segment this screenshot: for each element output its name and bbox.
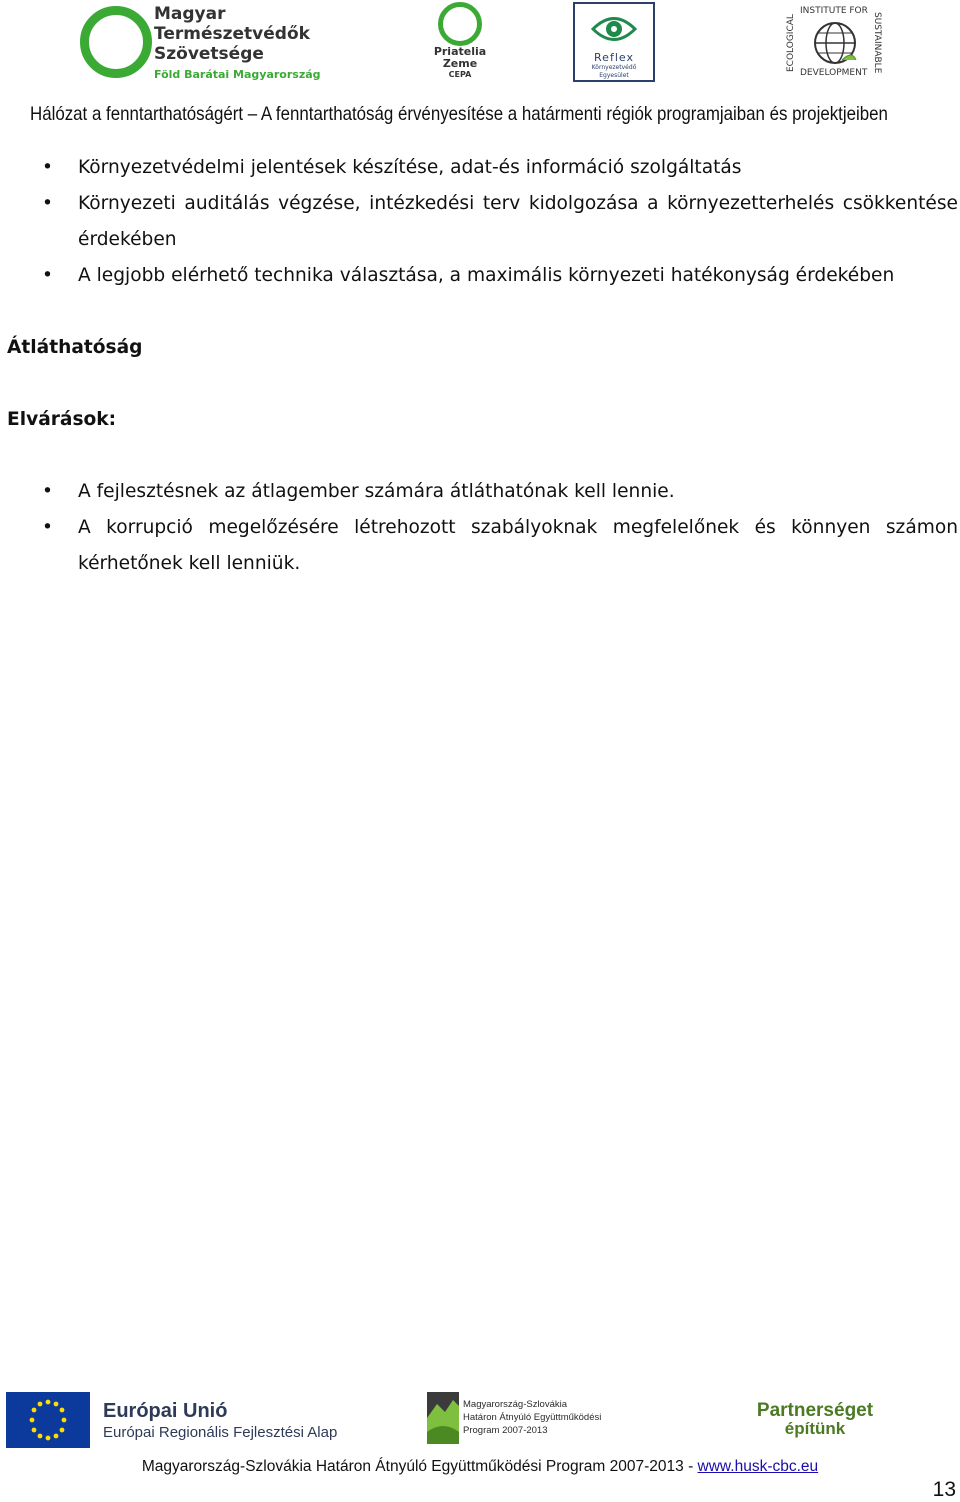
priatelia-zeme-logo	[430, 2, 490, 86]
bullet-icon: •	[42, 265, 53, 286]
reflex-name: Reflex	[594, 51, 634, 64]
mtsz-line1: Magyar	[154, 4, 226, 24]
list-item	[0, 258, 958, 294]
list-item	[0, 150, 958, 186]
list-item-text: A korrupció megelőzésére létrehozott szabályoknak megfelelőnek és könnyen számon kérhetőnek kell lenniük.	[78, 517, 958, 574]
eco-right-text: SUSTAINABLE	[872, 12, 882, 74]
husk-line3: Program 2007-2013	[463, 1425, 548, 1436]
header-logo-bar	[0, 0, 960, 92]
partner-line2: építünk	[784, 1419, 846, 1438]
globe-icon	[812, 20, 858, 66]
page-number: 13	[932, 1478, 956, 1501]
pz-line1: Priatelia	[433, 45, 487, 58]
list-item-text: Környezeti auditálás végzése, intézkedési terv kidolgozása a környezetterhelés csökkentése érdekében	[78, 193, 958, 250]
eco-top-text: INSTITUTE FOR	[800, 6, 868, 16]
list-item	[0, 186, 958, 258]
eu-title: Európai Unió	[103, 1400, 228, 1422]
husk-logo-icon	[427, 1392, 459, 1444]
husk-line1: Magyarország-Szlovákia	[463, 1399, 568, 1410]
reflex-logo	[573, 2, 655, 82]
pz-line2: Zeme	[442, 57, 478, 70]
bullet-icon: •	[42, 517, 53, 538]
document-header: Hálózat a fenntarthatóságért – A fenntarthatóság érvényesítése a határmenti régiók programjaiban és projektjeiben	[30, 104, 888, 125]
bullet-list-2	[0, 474, 960, 582]
partner-line1: Partnerséget	[756, 1400, 874, 1421]
priatelia-ring-icon	[438, 2, 482, 46]
footer-program-line	[0, 1458, 960, 1476]
ecological-institute-logo	[786, 2, 886, 84]
reflex-sub1: Környezetvédő	[591, 64, 637, 71]
footer-program-text: Magyarország-Szlovákia Határon Átnyúló Együttműködési Program 2007-2013 -	[141, 1458, 698, 1475]
eco-left-text: ECOLOGICAL	[786, 14, 796, 72]
husk-website-link[interactable]: www.husk-cbc.eu	[697, 1458, 819, 1475]
main-content	[0, 150, 960, 582]
bullet-icon: •	[42, 157, 53, 178]
list-item-text: A legjobb elérhető technika választása, a maximális környezeti hatékonyság érdekében	[78, 265, 895, 286]
mtsz-logo	[80, 2, 330, 84]
eco-bottom-text: DEVELOPMENT	[800, 68, 868, 78]
list-item	[0, 510, 958, 582]
mtsz-line3: Szövetsége	[154, 44, 264, 64]
bullet-list-1	[0, 150, 960, 294]
pz-line3: CEPA	[448, 70, 472, 79]
mtsz-ring-icon	[80, 6, 152, 78]
section-heading-atlathatosag: Átláthatóság	[7, 337, 143, 358]
bullet-icon: •	[42, 193, 53, 214]
subheading-elvarasok: Elvárások:	[7, 409, 117, 430]
husk-program-text	[463, 1398, 601, 1437]
eye-icon	[591, 12, 637, 46]
partnership-logo	[740, 1402, 890, 1438]
mtsz-line4: Föld Barátai Magyarország	[154, 68, 321, 81]
footer-logo-bar	[0, 1390, 960, 1450]
list-item-text: Környezetvédelmi jelentések készítése, adat-és információ szolgáltatás	[78, 157, 742, 178]
bullet-icon: •	[42, 481, 53, 502]
mtsz-line2: Természetvédők	[154, 24, 310, 44]
husk-line2: Határon Átnyúló Együttműködési	[463, 1412, 602, 1423]
list-item	[0, 474, 958, 510]
eu-subtitle: Európai Regionális Fejlesztési Alap	[103, 1424, 338, 1441]
eu-flag-icon	[6, 1392, 90, 1448]
reflex-sub2: Egyesület	[599, 72, 629, 79]
list-item-text: A fejlesztésnek az átlagember számára átláthatónak kell lennie.	[78, 481, 675, 502]
